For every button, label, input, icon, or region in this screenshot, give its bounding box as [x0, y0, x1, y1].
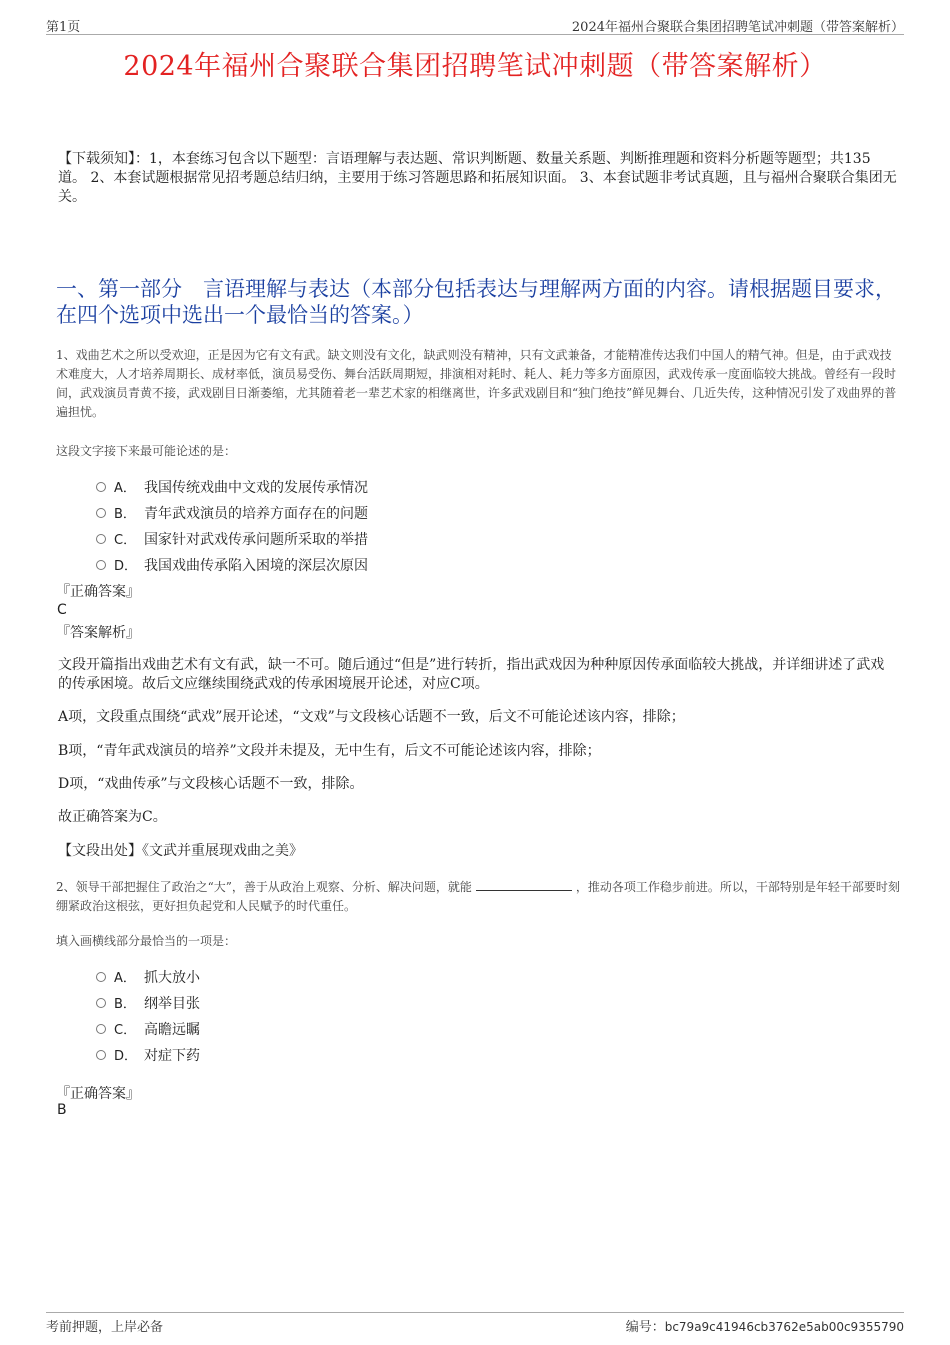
option-text: 青年武戏演员的培养方面存在的问题 — [144, 506, 368, 522]
radio-icon[interactable] — [96, 998, 106, 1008]
question-2-option-b[interactable] — [96, 993, 200, 1013]
answer-value: B — [57, 1102, 67, 1118]
footer-slogan: 考前押题，上岸必备 — [46, 1320, 164, 1335]
question-2-prompt: 填入画横线部分最恰当的一项是： — [56, 934, 237, 948]
analysis-paragraph: 文段开篇指出戏曲艺术有文有武，缺一不可。随后通过“但是”进行转折，指出武戏因为种种原因传承面临较大挑战，并详细讲述了武戏的传承困境。故后文应继续围绕武戏的传承困境展开论述，对应C项。 — [58, 657, 885, 692]
question-1-text: 1、戏曲艺术之所以受欢迎，正是因为它有文有武。缺文则没有文化，缺武则没有精神，只有文武兼备，才能精准传达我们中国人的精气神。但是，由于武戏技术难度大，人才培养周期长、成材率低，演员易受伤、舞台活跃周期短，排演相对耗时、耗人、耗力等多方面原因，武戏传承一度面临较大挑战。曾经有一段时间，武戏演员青黄不接，武戏剧目日渐萎缩，尤其随着老一辈艺术家的相继离世，许多武戏剧目和“独门绝技”鲜见舞台、几近失传，这种情况引发了戏曲界的普遍担忧。 — [56, 348, 897, 419]
radio-icon[interactable] — [96, 508, 106, 518]
answer-label: 『正确答案』 — [56, 1086, 140, 1102]
analysis-paragraph: D项，“戏曲传承”与文段核心话题不一致，排除。 — [58, 776, 364, 792]
option-letter: D． — [114, 1049, 138, 1064]
option-text: 对症下药 — [144, 1048, 200, 1064]
analysis-paragraph: B项，“青年武戏演员的培养”文段并未提及，无中生有，后文不可能论述该内容，排除； — [58, 743, 601, 759]
option-letter: A． — [114, 971, 136, 986]
page-header — [46, 14, 904, 35]
document-id-value: bc79a9c41946cb3762e5ab00c9355790 — [664, 1320, 904, 1334]
analysis-paragraph: A项，文段重点围绕“武戏”展开论述，“文戏”与文段核心话题不一致，后文不可能论述该内容，排除； — [58, 709, 685, 725]
question-1-option-a[interactable] — [96, 477, 368, 497]
radio-icon[interactable] — [96, 482, 106, 492]
fill-blank — [476, 878, 572, 891]
header-doc-title: 2024年福州合聚联合集团招聘笔试冲刺题（带答案解析） — [571, 20, 904, 35]
option-text: 我国戏曲传承陷入困境的深层次原因 — [144, 558, 368, 574]
option-text: 抓大放小 — [144, 970, 200, 986]
question-2-option-d[interactable] — [96, 1045, 200, 1065]
option-letter: A． — [114, 481, 136, 496]
answer-label: 『正确答案』 — [56, 584, 140, 600]
option-text: 高瞻远瞩 — [144, 1022, 200, 1038]
option-letter: B． — [114, 997, 136, 1012]
option-letter: B． — [114, 507, 136, 522]
radio-icon[interactable] — [96, 1024, 106, 1034]
question-1-option-b[interactable] — [96, 503, 368, 523]
question-2-text — [56, 878, 900, 916]
page-number: 第1页 — [46, 20, 81, 35]
radio-icon[interactable] — [96, 1050, 106, 1060]
option-letter: D． — [114, 559, 138, 574]
radio-icon[interactable] — [96, 972, 106, 982]
answer-value: C — [57, 602, 67, 618]
question-2-option-c[interactable] — [96, 1019, 200, 1039]
option-letter: C． — [114, 1023, 137, 1038]
radio-icon[interactable] — [96, 534, 106, 544]
page-footer — [46, 1312, 904, 1335]
document-id-label: 编号： — [625, 1320, 665, 1335]
source-citation: 【文段出处】《文武并重展现戏曲之美》 — [58, 843, 303, 859]
question-1-option-d[interactable] — [96, 555, 368, 575]
question-2-text-before: 2、领导干部把握住了政治之“大”，善于从政治上观察、分析、解决问题，就能 — [56, 880, 472, 894]
question-2-option-a[interactable] — [96, 967, 200, 987]
option-text: 我国传统戏曲中文戏的发展传承情况 — [144, 480, 368, 496]
option-letter: C． — [114, 533, 137, 548]
analysis-paragraph: 故正确答案为C。 — [58, 809, 167, 825]
section-heading: 一、第一部分 言语理解与表达（本部分包括表达与理解两方面的内容。请根据题目要求，在四个选项中选出一个最恰当的答案。） — [56, 277, 896, 327]
option-text: 国家针对武戏传承问题所采取的举措 — [144, 532, 368, 548]
option-text: 纲举目张 — [144, 996, 200, 1012]
download-notice: 【下载须知】：1，本套练习包含以下题型：言语理解与表达题、常识判断题、数量关系题、判断推理题和资料分析题等题型；共135道。 2、本套试题根据常见招考题总结归纳，主要用于练习答题思路和拓展知识面。 3、本套试题非考试真题，且与福州合聚联合集团无关。 — [58, 151, 897, 205]
analysis-label: 『答案解析』 — [56, 625, 140, 641]
question-2-text-after: ，推动各项工作稳步前进。所以，干部特别是年轻干部要时刻绷紧政治这根弦，更好担负起党和人民赋予的时代重任。 — [56, 880, 900, 913]
question-1-option-c[interactable] — [96, 529, 368, 549]
page-title: 2024年福州合聚联合集团招聘笔试冲刺题（带答案解析） — [123, 51, 827, 82]
radio-icon[interactable] — [96, 560, 106, 570]
document-id — [626, 1316, 904, 1335]
question-1-prompt: 这段文字接下来最可能论述的是： — [56, 444, 237, 458]
